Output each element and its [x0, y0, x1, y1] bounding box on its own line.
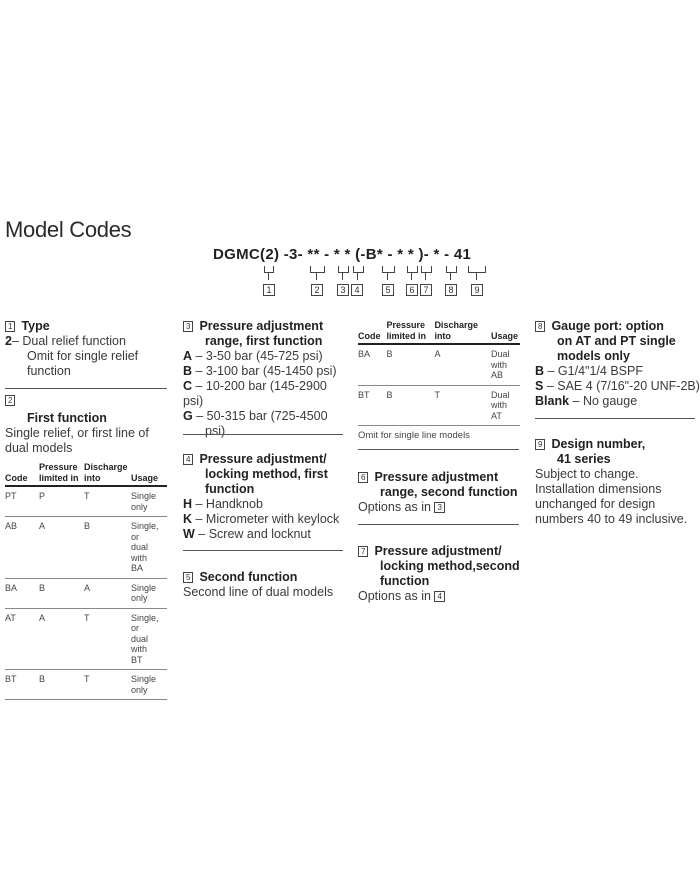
section-number-badge: 5 [183, 572, 193, 583]
table-note: Omit for single line models [358, 430, 470, 441]
section-number-badge: 8 [535, 321, 545, 332]
page-title: Model Codes [5, 217, 132, 242]
bracket-3 [338, 266, 349, 273]
box-num-6: 6 [406, 284, 418, 296]
second-function-table: Code Pressure limited in Discharge into Usage BA B A Dual with AB BT B T Dual with AT [358, 320, 520, 426]
section-heading: First function [27, 411, 107, 425]
box-num-9: 9 [471, 284, 483, 296]
table-row: AT A T Single, or dual with BT [5, 608, 167, 670]
section-number-badge: 2 [5, 395, 15, 406]
divider [183, 550, 343, 551]
divider [5, 388, 167, 389]
section-heading: Type [21, 319, 50, 333]
section-gauge-port: 8 Gauge port: option on AT and PT single models only B – G1/4"1/4 BSPF S – SAE 4 (7/16"-20 UNF-2B) Blank – No gauge [535, 319, 700, 408]
table-row: BT B T Dual with AT [358, 385, 520, 426]
table-row: BA B A Single only [5, 578, 167, 608]
section-pressure-range-first: 3 Pressure adjustment range, first function A – 3-50 bar (45-725 psi) B – 3-100 bar (45-1450 psi) C – 10-200 bar (145-2900 psi) G – 50-315 bar (725-4500 psi) [183, 319, 337, 438]
table-row: PT P T Single only [5, 486, 167, 517]
bracket-1 [264, 266, 274, 273]
section-first-function: 2 First function Single relief, or first line of dual models Code Pressure limited in Discharge into Usage PT P T Single only AB A B Single, or dual with BA BA B A Single only AT A T Single, or dual with BT BT B T Single only [5, 393, 167, 700]
section-locking-first: 4 Pressure adjustment/ locking method, first function H – Handknob K – Micrometer with keylock W – Screw and locknut [183, 452, 340, 541]
box-num-8: 8 [445, 284, 457, 296]
section-design-number: 9 Design number, 41 series Subject to change. Installation dimensions unchanged for design numbers 40 to 49 inclusive. [535, 437, 688, 526]
section-number-badge: 7 [358, 546, 368, 557]
section-ref-badge: 4 [434, 591, 444, 602]
section-number-badge: 9 [535, 439, 545, 450]
bracket-9 [468, 266, 486, 273]
section-number-badge: 4 [183, 454, 193, 465]
divider [535, 418, 695, 419]
section-locking-second: 7 Pressure adjustment/ locking method,second function Options as in 4 [358, 544, 520, 603]
bracket-5 [382, 266, 395, 273]
box-num-3: 3 [337, 284, 349, 296]
section-second-function: 5 Second function Second line of dual models [183, 570, 334, 599]
divider [358, 449, 519, 450]
section-number-badge: 3 [183, 321, 193, 332]
bracket-8 [446, 266, 457, 273]
section-ref-badge: 3 [434, 502, 444, 513]
bracket-6 [407, 266, 418, 273]
box-num-4: 4 [351, 284, 363, 296]
section-number-badge: 1 [5, 321, 15, 332]
section-number-badge: 6 [358, 472, 368, 483]
section-pressure-range-second: 6 Pressure adjustment range, second function Options as in 3 [358, 470, 518, 514]
box-num-7: 7 [420, 284, 432, 296]
bracket-7 [421, 266, 432, 273]
section-type: 1 Type 2– Dual relief function Omit for single relief function [5, 319, 139, 378]
divider [358, 524, 519, 525]
box-num-1: 1 [263, 284, 275, 296]
bracket-4 [353, 266, 364, 273]
bracket-2 [310, 266, 325, 273]
first-function-table: Code Pressure limited in Discharge into Usage PT P T Single only AB A B Single, or dual with BA BA B A Single only AT A T Single, or dual with BT BT B T Single only [5, 462, 167, 700]
box-num-5: 5 [382, 284, 394, 296]
table-row: BA B A Dual with AB [358, 344, 520, 385]
model-code: DGMC(2) -3- ** - * * (-B* - * * )- * - 41 [213, 246, 472, 263]
second-function-table-block [358, 320, 520, 441]
box-num-2: 2 [311, 284, 323, 296]
divider [183, 434, 343, 435]
table-row: BT B T Single only [5, 670, 167, 700]
table-row: AB A B Single, or dual with BA [5, 517, 167, 579]
